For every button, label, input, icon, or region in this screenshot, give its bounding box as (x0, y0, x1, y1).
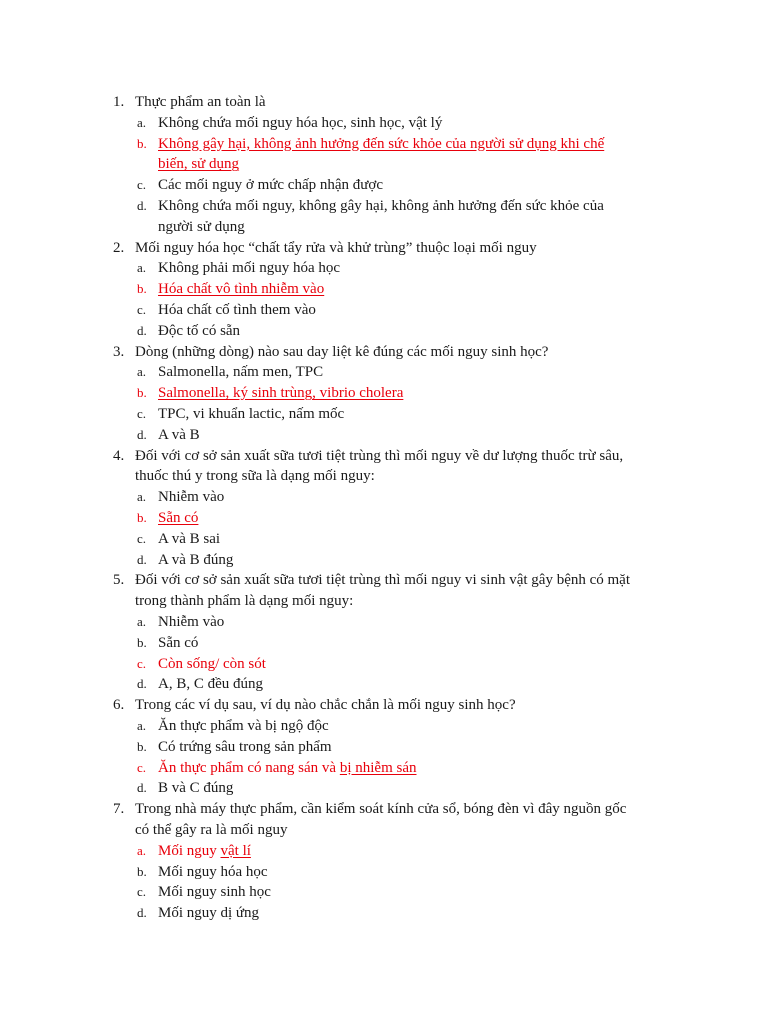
option-d (0, 321, 768, 342)
option-c (0, 300, 768, 321)
question-line (0, 342, 768, 363)
option-b (0, 134, 768, 155)
option-text (158, 862, 268, 883)
option-segment: Các mối nguy ở mức chấp nhận được (158, 177, 383, 194)
option-list (0, 113, 768, 238)
option-segment: người sử dụng (158, 218, 245, 235)
option-segment: Mối nguy dị ứng (158, 905, 260, 922)
underlined-answer: bị nhiễm sán (339, 759, 417, 776)
option-list (0, 841, 768, 924)
question-5 (0, 570, 768, 695)
option-segment: A và B sai (158, 530, 221, 547)
option-label: c. (137, 759, 147, 775)
option-d (0, 674, 768, 695)
option-segment: Nhiễm vào (158, 613, 225, 630)
question-text: trong thành phẩm là dạng mối nguy: (135, 593, 354, 610)
option-text (158, 654, 266, 675)
question-4 (0, 446, 768, 571)
option-label: b. (137, 634, 147, 650)
option-text (158, 154, 239, 175)
question-number: 4. (113, 447, 125, 464)
option-segment: A, B, C đều đúng (158, 676, 263, 693)
option-c (0, 758, 768, 779)
option-d (0, 778, 768, 799)
option-text (158, 196, 604, 217)
option-a (0, 841, 768, 862)
option-text (158, 258, 340, 279)
question-line (0, 570, 768, 591)
question-3 (0, 342, 768, 446)
option-label: b. (137, 385, 147, 401)
option-c (0, 404, 768, 425)
question-text: Dòng (những dòng) nào sau day liệt kê đúng các mối nguy sinh học? (135, 343, 549, 360)
option-label: d. (137, 197, 147, 213)
option-text (158, 903, 259, 924)
option-d (0, 425, 768, 446)
question-1 (0, 92, 768, 238)
option-text (158, 362, 323, 383)
option-a (0, 113, 768, 134)
underlined-answer: Salmonella, ký sinh trùng, vibrio cholera (158, 385, 404, 402)
option-a (0, 487, 768, 508)
option-label: a. (137, 613, 147, 629)
question-line (0, 238, 768, 259)
question-text: thuốc thú y trong sữa là dạng mối nguy: (135, 468, 375, 485)
option-d (0, 550, 768, 571)
question-number: 5. (113, 572, 125, 589)
option-text (158, 737, 332, 758)
question-6 (0, 695, 768, 799)
option-segment: Mối nguy (158, 842, 221, 859)
option-segment: Không phải mối nguy hóa học (158, 260, 341, 277)
option-c (0, 654, 768, 675)
question-line (0, 446, 768, 467)
option-text (158, 882, 271, 903)
option-label: a. (137, 260, 147, 276)
option-segment: Mối nguy hóa học (158, 863, 268, 880)
option-label: b. (137, 281, 147, 297)
option-segment: Hóa chất cố tình them vào (158, 301, 316, 318)
option-text (158, 279, 324, 300)
underlined-answer: Không gây hại, không ảnh hưởng đến sức khỏe của người sử dụng khi chế (158, 135, 605, 152)
option-text (158, 778, 233, 799)
question-text: Đối với cơ sở sản xuất sữa tươi tiệt trùng thì mối nguy về dư lượng thuốc trừ sâu, (135, 447, 624, 464)
option-list (0, 612, 768, 695)
option-label: a. (137, 364, 147, 380)
option-segment: Nhiễm vào (158, 489, 225, 506)
option-label: a. (137, 489, 147, 505)
underlined-answer: Sẵn có (158, 509, 199, 526)
option-c (0, 882, 768, 903)
option-label: c. (137, 655, 147, 671)
underlined-answer: vật lí (220, 842, 251, 859)
question-number: 2. (113, 239, 125, 256)
question-line (0, 92, 768, 113)
option-a (0, 716, 768, 737)
option-a (0, 612, 768, 633)
option-c (0, 529, 768, 550)
option-segment: Độc tố có sẵn (158, 322, 241, 339)
option-text (158, 383, 403, 404)
option-b (0, 737, 768, 758)
question-7 (0, 799, 768, 924)
option-text (158, 487, 224, 508)
question-line (0, 591, 768, 612)
option-label: d. (137, 905, 147, 921)
option-b (0, 154, 768, 175)
option-text (158, 175, 383, 196)
question-number: 6. (113, 697, 125, 714)
option-segment: Ăn thực phẩm và bị ngộ độc (158, 717, 329, 734)
option-text (158, 300, 316, 321)
option-text (158, 550, 233, 571)
option-text (158, 425, 200, 446)
option-list (0, 362, 768, 445)
option-label: d. (137, 551, 147, 567)
option-text (158, 841, 251, 862)
question-text: Trong các ví dụ sau, ví dụ nào chắc chắn là mối nguy sinh học? (135, 697, 516, 714)
option-label: d. (137, 322, 147, 338)
option-list (0, 716, 768, 799)
option-text (158, 113, 442, 134)
option-label: b. (137, 863, 147, 879)
question-line (0, 466, 768, 487)
option-segment: Ăn thực phẩm có nang sán và (158, 759, 340, 776)
question-text: có thể gây ra là mối nguy (135, 821, 288, 838)
option-label: d. (137, 676, 147, 692)
option-d (0, 196, 768, 217)
option-b (0, 633, 768, 654)
question-line (0, 820, 768, 841)
underlined-answer: Hóa chất vô tình nhiễm vào (158, 281, 325, 298)
option-segment: Salmonella, nấm men, TPC (158, 364, 324, 381)
option-label: a. (137, 717, 147, 733)
option-text (158, 674, 263, 695)
option-segment: TPC, vi khuẩn lactic, nấm mốc (158, 405, 345, 422)
option-text (158, 716, 329, 737)
option-b (0, 279, 768, 300)
option-a (0, 258, 768, 279)
question-text: Thực phẩm an toàn là (135, 94, 266, 110)
option-text (158, 508, 198, 529)
question-line (0, 695, 768, 716)
option-c (0, 175, 768, 196)
option-label: b. (137, 135, 147, 151)
option-b (0, 383, 768, 404)
option-d (0, 217, 768, 238)
option-segment: Không chứa mối nguy, không gây hại, không ảnh hưởng đến sức khỏe của (158, 197, 604, 214)
question-number: 3. (113, 343, 125, 360)
question-number: 7. (113, 801, 125, 818)
question-line (0, 799, 768, 820)
option-list (0, 258, 768, 341)
option-list (0, 487, 768, 570)
option-text (158, 758, 417, 779)
option-segment: Không chứa mối nguy hóa học, sinh học, vật lý (158, 114, 443, 131)
option-text (158, 612, 224, 633)
option-segment: Có trứng sâu trong sản phẩm (158, 738, 332, 755)
option-label: d. (137, 426, 147, 442)
option-segment: Mối nguy sinh học (158, 884, 271, 901)
option-label: b. (137, 738, 147, 754)
option-segment: B và C đúng (158, 780, 234, 797)
option-label: a. (137, 842, 147, 858)
question-2 (0, 238, 768, 342)
option-text (158, 404, 344, 425)
option-text (158, 633, 198, 654)
option-text (158, 134, 604, 155)
option-segment: A và B đúng (158, 551, 234, 568)
option-label: c. (137, 530, 147, 546)
option-label: c. (137, 884, 147, 900)
option-label: a. (137, 114, 147, 130)
option-label: c. (137, 301, 147, 317)
option-label: c. (137, 405, 147, 421)
underlined-answer: biến, sử dụng (158, 156, 240, 173)
option-segment: A và B (158, 426, 200, 443)
question-number: 1. (113, 94, 125, 110)
option-b (0, 508, 768, 529)
option-b (0, 862, 768, 883)
option-segment: Còn sống/ còn sót (158, 655, 266, 672)
question-text: Đối với cơ sở sản xuất sữa tươi tiệt trùng thì mối nguy vi sinh vật gây bệnh có mặt (135, 572, 631, 589)
option-label: b. (137, 509, 147, 525)
option-segment: Sẵn có (158, 634, 199, 651)
option-label: d. (137, 780, 147, 796)
option-text (158, 321, 240, 342)
question-text: Mối nguy hóa học “chất tẩy rửa và khử trùng” thuộc loại mối nguy (135, 239, 537, 256)
question-text: Trong nhà máy thực phẩm, cần kiểm soát kính cửa sổ, bóng đèn vì đây nguồn gốc (135, 801, 627, 818)
option-label: c. (137, 177, 147, 193)
option-d (0, 903, 768, 924)
option-text (158, 529, 220, 550)
option-a (0, 362, 768, 383)
option-text (158, 217, 245, 238)
